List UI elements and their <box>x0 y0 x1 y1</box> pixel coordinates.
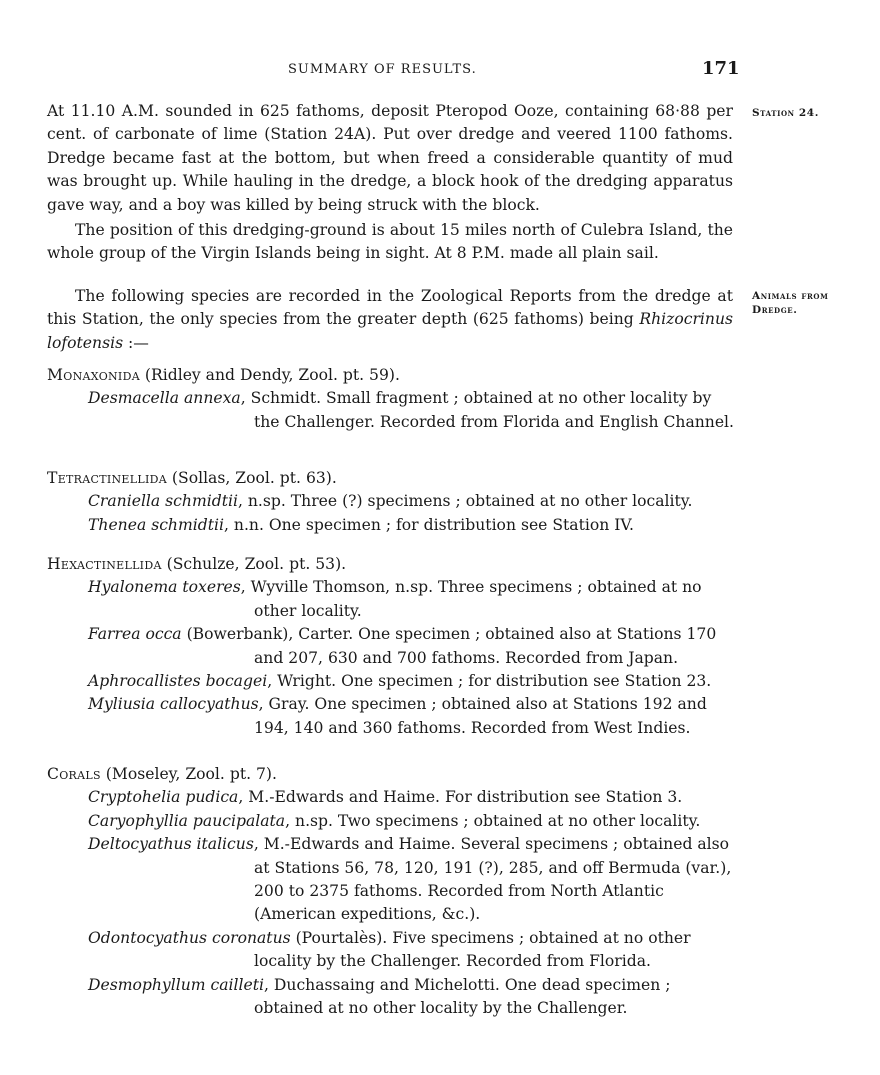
species-text: , M.-Edwards and Haime. Several specimens ; obtained also at Stations 56, 78, 120, 191 (?), 285, and off Bermuda (var.), 200 to 2375 fathoms. Recorded from North Atlantic (American expeditions, &c.). <box>253 835 732 924</box>
species-entry <box>88 927 737 974</box>
margin-note-animals-line2: Dredge. <box>752 304 798 316</box>
margin-note-station: Station 24. <box>752 107 819 119</box>
species-name: Desmacella annexa <box>88 389 241 408</box>
paragraph-sounding: At 11.10 A.M. sounded in 625 fathoms, deposit Pteropod Ooze, containing 68·88 per cent. of carbonate of lime (Station 24A). Put over dredge and veered 1100 fathoms. Dredge became fast at the bottom, but when freed a considerable quantity of mud was brought up. While hauling in the dredge, a block hook of the dredging apparatus gave way, and a boy was killed by being struck with the block. <box>47 102 733 214</box>
species-name: Caryophyllia paucipalata <box>88 811 286 830</box>
species-name: Myliusia callocyathus <box>88 695 259 714</box>
section-tetractinellida <box>47 467 737 537</box>
group-ref: (Sollas, Zool. pt. 63). <box>166 469 337 487</box>
species-name: Craniella schmidtii <box>88 492 238 511</box>
group-name: Tetractinellida <box>47 469 167 487</box>
section-hexactinellida <box>47 553 737 740</box>
species-text: , n.n. One specimen ; for distribution see Station IV. <box>223 515 634 534</box>
group-name: Corals <box>47 765 101 783</box>
species-name: Hyalonema toxeres <box>88 578 241 597</box>
group-name: Hexactinellida <box>47 555 162 573</box>
paragraph-position: The position of this dredging-ground is about 15 miles north of Culebra Island, the whole group of the Virgin Islands being in sight. At 8 P.M. made all plain sail. <box>47 221 733 263</box>
species-entry <box>88 514 737 537</box>
species-entry <box>88 670 737 693</box>
species-name: Odontocyathus coronatus <box>88 928 291 947</box>
intro-end: :— <box>123 333 149 352</box>
species-text: , Wyville Thomson, n.sp. Three specimens ; obtained at no other locality. <box>240 578 702 620</box>
intro-text: The following species are recorded in the Zoological Reports from the dredge at this Station, the only species from the greater depth (625 fathoms) being <box>47 287 733 329</box>
group-name: Monaxonida <box>47 366 140 384</box>
species-entry <box>88 810 737 833</box>
section-heading <box>47 763 737 786</box>
species-text: (Bowerbank), Carter. One specimen ; obtained also at Stations 170 and 207, 630 and 700 fathoms. Recorded from Japan. <box>181 625 717 667</box>
margin-note-animals-line1: Animals from <box>752 290 829 302</box>
intro-species: Rhizocrinus lofotensis <box>47 310 733 352</box>
species-entry <box>88 693 737 740</box>
species-text: , n.sp. Three (?) specimens ; obtained at no other locality. <box>237 492 693 511</box>
species-text: , Wright. One specimen ; for distribution see Station 23. <box>267 672 712 691</box>
paragraph-species-intro <box>47 285 733 355</box>
group-ref: (Moseley, Zool. pt. 7). <box>100 765 277 783</box>
species-text: , Duchassaing and Michelotti. One dead specimen ; obtained at no other locality by the Challenger. <box>254 975 671 1018</box>
species-entry <box>88 833 737 927</box>
species-text: , n.sp. Two specimens ; obtained at no other locality. <box>285 811 701 830</box>
species-name: Aphrocallistes bocagei <box>88 672 268 691</box>
species-text: , M.-Edwards and Haime. For distribution see Station 3. <box>238 788 683 807</box>
section-monaxonida <box>47 364 737 434</box>
species-name: Desmophyllum cailleti <box>88 975 264 994</box>
species-entry <box>88 786 737 809</box>
section-heading <box>47 553 737 576</box>
species-name: Thenea schmidtii <box>88 515 224 534</box>
group-ref: (Schulze, Zool. pt. 53). <box>161 555 347 573</box>
species-text: (Pourtalès). Five specimens ; obtained at no other locality by the Challenger. Recorded from Florida. <box>254 928 691 971</box>
page-number: 171 <box>702 58 740 79</box>
species-name: Deltocyathus italicus <box>88 835 254 854</box>
species-text: , Schmidt. Small fragment ; obtained at no other locality by the Challenger. Recorded from Florida and English Channel. <box>240 389 734 431</box>
margin-note-animals <box>752 289 862 317</box>
section-heading <box>47 364 737 387</box>
group-ref: (Ridley and Dendy, Zool. pt. 59). <box>139 366 400 384</box>
species-name: Cryptohelia pudica <box>88 788 239 807</box>
running-title: SUMMARY OF RESULTS. <box>288 62 477 77</box>
species-entry <box>88 576 737 623</box>
section-heading <box>47 467 737 490</box>
species-text: , Gray. One specimen ; obtained also at Stations 192 and 194, 140 and 360 fathoms. Recorded from West Indies. <box>254 695 707 737</box>
species-entry <box>88 623 737 670</box>
species-entry <box>88 490 737 513</box>
species-entry <box>88 387 737 434</box>
section-corals <box>47 763 737 1020</box>
species-name: Farrea occa <box>88 625 182 644</box>
species-entry <box>88 974 737 1021</box>
